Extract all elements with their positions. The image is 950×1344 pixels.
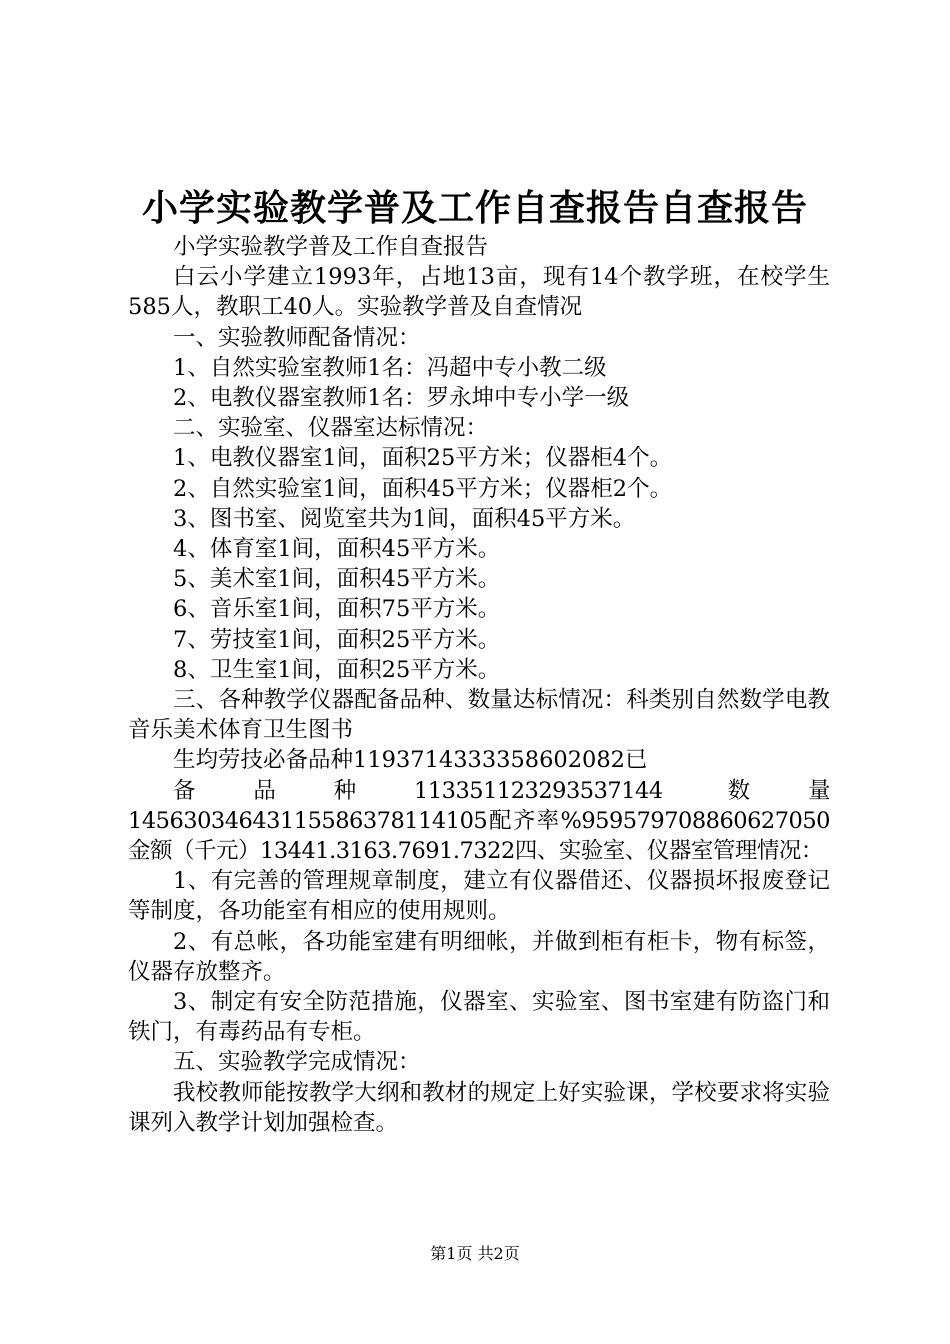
list-item: 8、卫生室1间，面积25平方米。 [173, 656, 501, 683]
section-heading-instruments: 三、各种教学仪器配备品种、数量达标情况：科类别自然数学电教音乐美术体育卫生图书 [128, 687, 830, 744]
subtitle-paragraph: 小学实验教学普及工作自查报告 [173, 234, 489, 260]
closing-paragraph: 我校教师能按教学大纲和教材的规定上好实验课，学校要求将实验课列入教学计划加强检查。 [128, 1079, 830, 1136]
intro-paragraph: 白云小学建立1993年，占地13亩，现有14个教学班，在校学生585人，教职工40人。实验教学普及自查情况 [128, 264, 830, 321]
list-item: 1、电教仪器室1间，面积25平方米；仪器柜4个。 [173, 445, 673, 472]
list-item: 4、体育室1间，面积45平方米。 [173, 536, 501, 563]
document-title: 小学实验教学普及工作自查报告自查报告 [141, 187, 808, 229]
list-item: 2、电教仪器室教师1名：罗永坤中专小学一级 [173, 385, 630, 412]
list-item: 1、自然实验室教师1名：冯超中专小教二级 [173, 354, 607, 381]
list-item: 2、自然实验室1间，面积45平方米；仪器柜2个。 [173, 475, 673, 502]
list-item: 6、音乐室1间，面积75平方米。 [173, 596, 501, 623]
list-item: 2、有总帐，各功能室建有明细帐，并做到柜有柜卡，物有标签，仪器存放整齐。 [128, 928, 830, 985]
instrument-data-line: 生均劳技必备品种1193714333358602082已 [173, 747, 648, 774]
section-heading-completion: 五、实验教学完成情况： [173, 1049, 421, 1076]
section-heading-rooms: 二、实验室、仪器室达标情况： [173, 415, 489, 442]
list-item: 3、制定有安全防范措施，仪器室、实验室、图书室建有防盗门和铁门，有毒药品有专柜。 [128, 989, 830, 1046]
list-item: 5、美术室1间，面积45平方米。 [173, 566, 501, 593]
document-body [128, 232, 830, 1138]
page-number-footer: 第1页 共2页 [430, 1244, 520, 1263]
list-item: 1、有完善的管理规章制度，建立有仪器借还、仪器损坏报废登记等制度，各功能室有相应的使用规则。 [128, 868, 830, 925]
list-item: 7、劳技室1间，面积25平方米。 [173, 626, 501, 653]
list-item: 3、图书室、阅览室共为1间，面积45平方米。 [173, 505, 636, 532]
instrument-data-block: 备品种113351123293537144 数量14563034643115586378114105配齐率%959579708860627050金额（千元）13441.3163.7691.7322四、实验室、仪器室管理情况： [128, 777, 830, 865]
section-heading-teachers: 一、实验教师配备情况： [173, 324, 421, 351]
